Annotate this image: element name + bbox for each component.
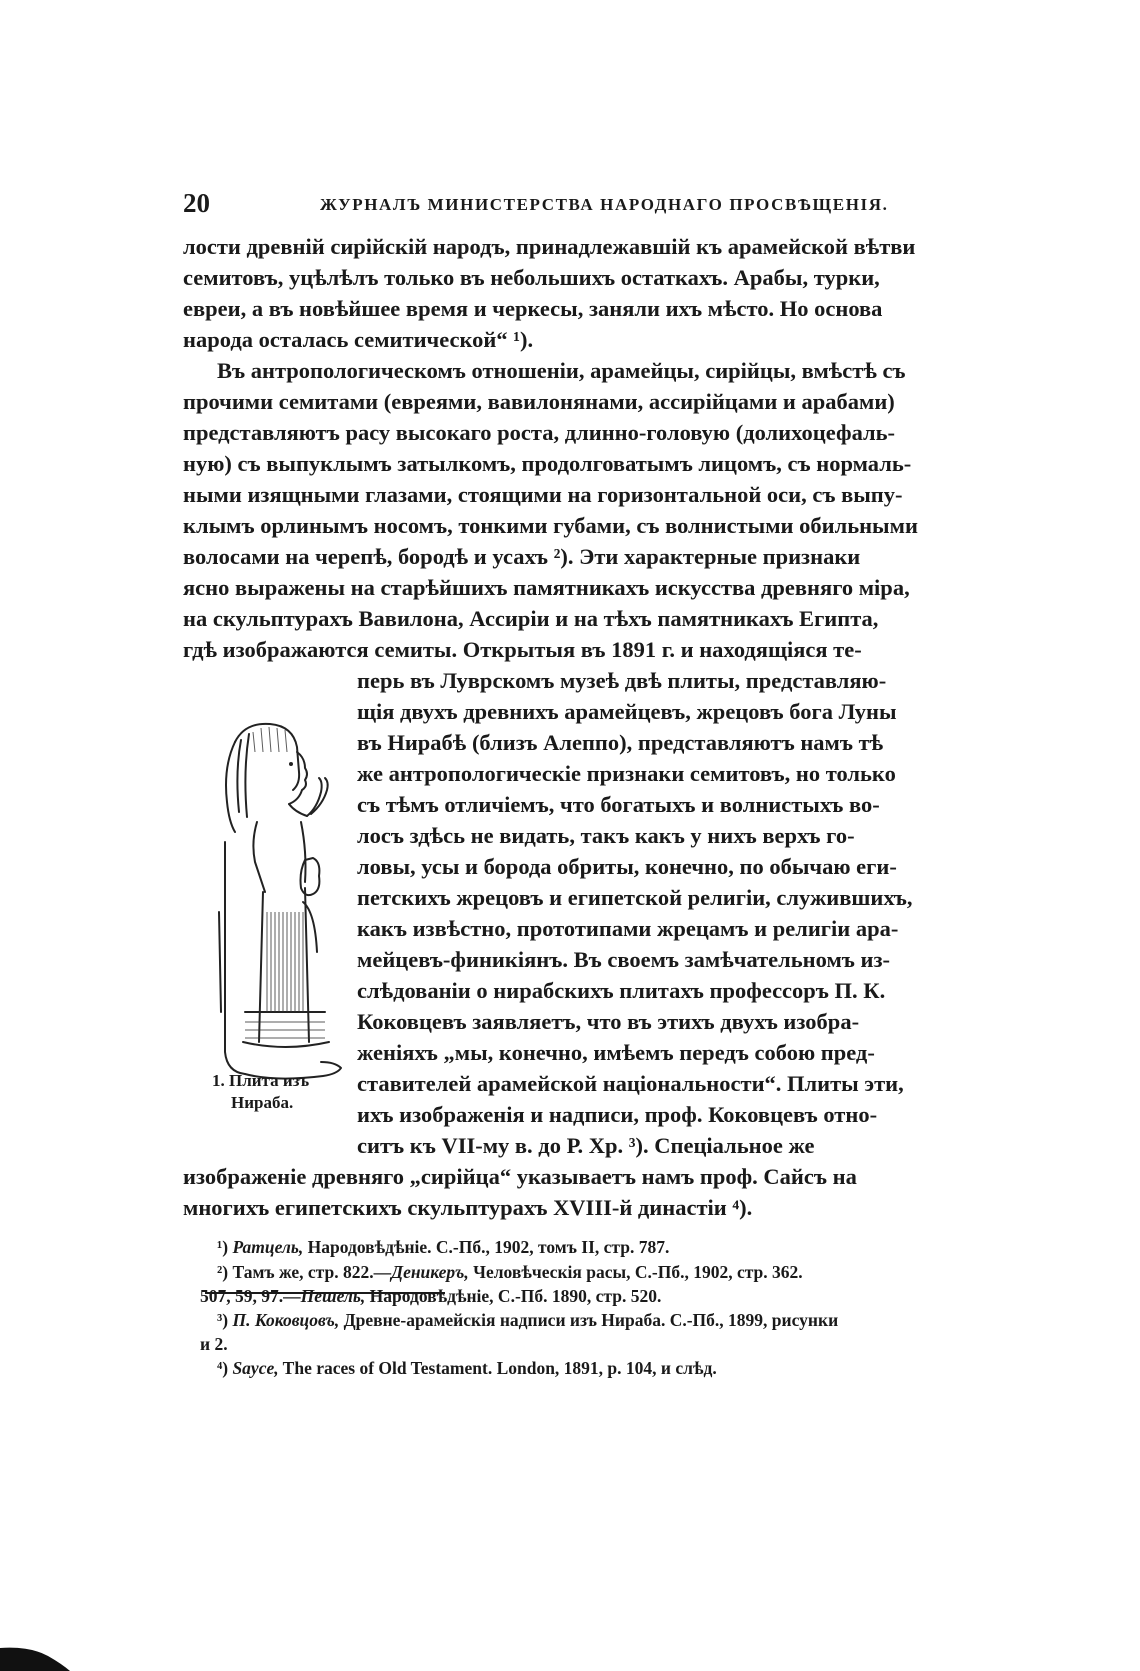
body-line: на скульптурахъ Вавилона, Ассиріи и на тѣхъ памятникахъ Египта,	[183, 606, 879, 631]
footnote-3: ³) П. Коковцовъ, Древне-арамейскія надписи изъ Нираба. С.-Пб., 1899, рисунки	[217, 1310, 839, 1330]
wrap-line: Коковцевъ заявляетъ, что въ этихъ двухъ изобра-	[357, 1009, 860, 1034]
footnote-2: ²) Тамъ же, стр. 822.—Деникеръ, Человѣческія расы, С.-Пб., 1902, стр. 362.	[217, 1262, 803, 1282]
wrap-line: какъ извѣстно, прототипами жрецамъ и религіи ара-	[357, 916, 899, 941]
footnote-3-continued: и 2.	[200, 1334, 228, 1354]
body-line: ясно выражены на старѣйшихъ памятникахъ искусства древняго міра,	[183, 575, 910, 600]
body-line: ными изящными глазами, стоящими на горизонтальной оси, съ выпу-	[183, 482, 903, 507]
body-line: многихъ египетскихъ скульптурахъ XVIII-й династіи ⁴).	[183, 1195, 753, 1220]
body-line: гдѣ изображаются семиты. Открытыя въ 1891 г. и находящіяся те-	[183, 637, 862, 662]
body-line: прочими семитами (евреями, вавилонянами, ассирійцами и арабами)	[183, 389, 895, 414]
wrap-line: ихъ изображенія и надписи, проф. Коковцевъ отно-	[357, 1102, 878, 1127]
footnote-1: ¹) Ратцель, Народовѣдѣніе. С.-Пб., 1902, томъ II, стр. 787.	[217, 1237, 670, 1257]
page-header	[183, 188, 983, 222]
wrap-line: ловы, усы и борода обриты, конечно, по обычаю еги-	[357, 854, 897, 879]
wrap-line: въ Нирабѣ (близъ Алеппо), представляютъ намъ тѣ	[357, 730, 884, 755]
wrap-line: перь въ Луврскомъ музеѣ двѣ плиты, представляю-	[357, 668, 887, 693]
wrap-line: женіяхъ „мы, конечно, имѣемъ передъ собою пред-	[357, 1040, 875, 1065]
wrap-line: ставителей арамейской національности“. Плиты эти,	[357, 1071, 904, 1096]
body-line: волосами на черепѣ, бородѣ и усахъ ²). Эти характерные признаки	[183, 544, 861, 569]
body-line: семитовъ, уцѣлѣлъ только въ небольшихъ остаткахъ. Арабы, турки,	[183, 265, 880, 290]
body-line: представляютъ расу высокаго роста, длинно-головую (долихоцефаль-	[183, 420, 896, 445]
wrap-line: съ тѣмъ отличіемъ, что богатыхъ и волнистыхъ во-	[357, 792, 880, 817]
wrap-line: лосъ здѣсь не видать, такъ какъ у нихъ верхъ го-	[357, 823, 855, 848]
body-line: клымъ орлинымъ носомъ, тонкими губами, съ волнистыми обильными	[183, 513, 918, 538]
body-line: народа осталась семитической“ ¹).	[183, 327, 534, 352]
scan-corner-mark	[0, 1634, 70, 1671]
body-line: евреи, а въ новѣйшее время и черкесы, заняли ихъ мѣсто. Но основа	[183, 296, 883, 321]
wrap-line: же антропологическіе признаки семитовъ, но только	[357, 761, 896, 786]
wrap-line: мейцевъ-финикіянъ. Въ своемъ замѣчательномъ из-	[357, 947, 891, 972]
wrap-line: слѣдованіи о нирабскихъ плитахъ профессоръ П. К.	[357, 978, 886, 1003]
figure-caption-line1: 1. Плита изъ	[212, 1071, 310, 1090]
running-title: ЖУРНАЛЪ МИНИСТЕРСТВА НАРОДНАГО ПРОСВѢЩЕНІЯ.	[320, 195, 889, 214]
footnote-2-continued: 507, 59, 97.—Пешель, Народовѣдѣніе, С.-Пб. 1890, стр. 520.	[200, 1286, 662, 1306]
footnote-4: ⁴) Sayce, The races of Old Testament. London, 1891, p. 104, и слѣд.	[217, 1358, 717, 1378]
body-line: изображеніе древняго „сирійца“ указываетъ намъ проф. Сайсъ на	[183, 1164, 857, 1189]
body-line: ную) съ выпуклымъ затылкомъ, продолговатымъ лицомъ, съ нормаль-	[183, 451, 912, 476]
aramean-priest-relief-illustration	[205, 712, 355, 1117]
page-number: 20	[183, 188, 210, 218]
wrap-line: ситъ къ VII-му в. до Р. Хр. ³). Спеціальное же	[357, 1133, 815, 1158]
body-line: лости древній сирійскій народъ, принадлежавшій къ арамейской вѣтви	[183, 234, 916, 259]
wrap-line: петскихъ жрецовъ и египетской религіи, служившихъ,	[357, 885, 913, 910]
figure-caption-line2: Нираба.	[231, 1093, 294, 1112]
body-line: Въ антропологическомъ отношеніи, арамейцы, сирійцы, вмѣстѣ съ	[217, 358, 906, 383]
wrap-line: щія двухъ древнихъ арамейцевъ, жрецовъ бога Луны	[357, 699, 897, 724]
